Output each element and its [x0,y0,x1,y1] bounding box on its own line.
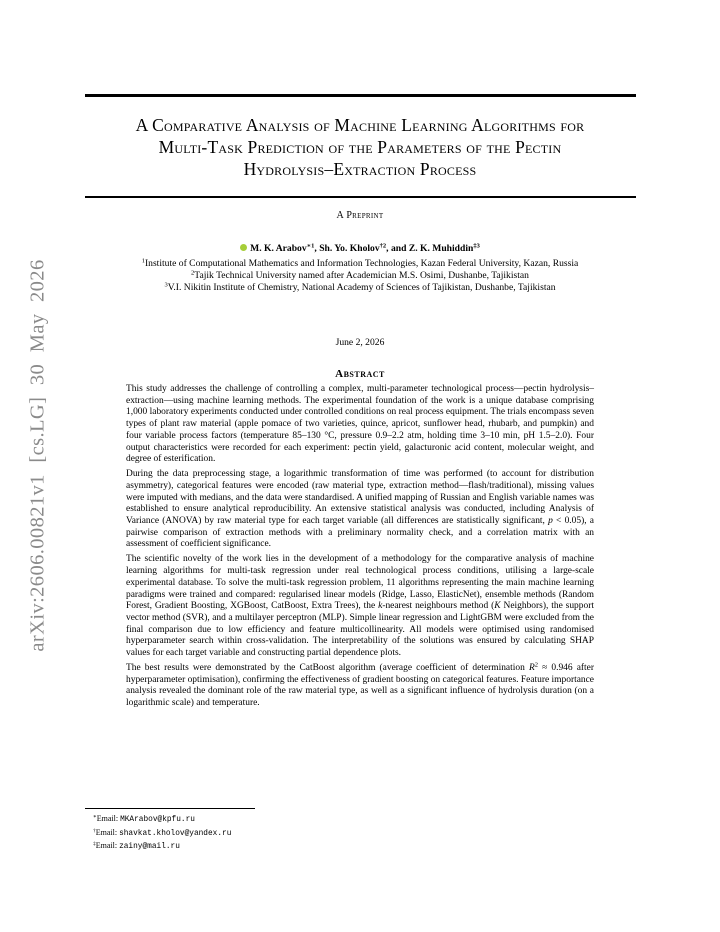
affiliation-1-mark: 1 [141,257,145,265]
paper-title [70,114,650,180]
footnote-3-email[interactable]: zainy@mail.ru [119,843,180,851]
abstract-heading: Abstract [335,368,385,380]
title-line-1: A Comparative Analysis of Machine Learning Algorithms for [135,115,585,135]
r-squared-exponent: 2 [534,661,538,669]
r-squared-symbol: R [528,663,535,674]
author-2: Sh. Yo. Kholov [319,243,380,254]
arxiv-stamp [18,245,58,665]
author-1: M. K. Arabov [250,243,307,254]
author-3: Z. K. Muhiddin [408,243,474,254]
abstract-paragraph-2 [126,469,594,551]
title-bottom-rule [85,196,636,198]
footnotes [93,813,231,854]
footnote-1-mark: ∗ [93,814,97,820]
abstract-paragraph-3 [126,554,594,659]
footnote-2-mark: † [93,827,96,834]
footnote-1 [93,813,231,827]
title-top-rule [85,94,636,97]
abstract-paragraph-1: This study addresses the challenge of controlling a complex, multi-parameter technological process—pectin hydrolysis–extraction—using machine learning methods. The experimental foundation of the work is a unique database comprising 1,000 laboratory experiments conducted under controlled conditions on real process equipment. The trials encompass seven types of plant raw material (apple pomace of two varieties, quince, apricot, sunflower head, rhubarb, and pumpkin) and four variable process factors (temperature 85–130 °C, pressure 0.9–2.2 atm, holding time 3–10 min, pH 1.5–2.0). Four output characteristics were recorded for each experiment: pectin yield, galacturonic acid content, molecular weight, and degree of esterification. [126,384,594,465]
affiliation-3-mark: 3 [164,281,168,289]
abstract-paragraph-4 [126,663,594,710]
abstract-p4-text-b: ≈ 0.946 after hyperparameter optimisation), confirming the effectiveness of gradient boosting on categorical features. Feature importance analysis revealed the dominant role of the raw material type, as well as a significant influence of hydrolysis duration (on a logarithmic scale) and temperature. [126,663,595,709]
author-and: , and [386,243,409,254]
k-symbol: k [378,601,383,612]
footnote-2-label: Email: [95,827,120,837]
abstract-body [126,384,594,713]
orcid-icon[interactable] [240,244,247,251]
footnote-3-label: Email: [95,841,120,850]
affiliation-1 [0,258,720,269]
K-symbol: K [494,601,501,612]
p-value-symbol: p [548,516,553,527]
affiliation-1-text: Institute of Computational Mathematics and Information Technologies, Kazan Federal University, Kazan, Russia [144,258,579,269]
footnote-2 [93,827,231,841]
affiliation-2 [0,270,720,281]
author-3-mark: ‡3 [473,242,480,250]
title-line-3: Hydrolysis–Extraction Process [243,159,477,179]
abstract-p3-text-b: -nearest neighbours method ( [382,601,495,612]
abstract-p3-text-a: The scientific novelty of the work lies in the development of a methodology for the comparative analysis of machine learning algorithms for multi-task regression under real technological process conditions, utilising a large-scale experimental database. To solve the multi-task regression problem, 11 algorithms representing the main machine learning paradigms were trained and compared: regularised linear models (Ridge, Lasso, ElasticNet), ensemble methods (Random Forest, Gradient Boosting, XGBoost, CatBoost, Extra Trees), the [126,554,594,612]
publication-date: June 2, 2026 [335,337,385,348]
abstract-p3-text-c: Neighbors), the support vector method (SVR), and a multilayer perceptron (MLP). Simple linear regression and LightGBM were excluded from the final comparison due to low efficiency and feature multicollinearity. All models were optimised using randomised hyperparameter search within cross-validation. The interpretability of the solutions was ensured by calculating SHAP values for each target variable and constructing partial dependence plots. [126,601,594,659]
author-separator: , [314,243,320,254]
affiliation-2-text: Tajik Technical University named after Academician M.S. Osimi, Dushanbe, Tajikistan [194,270,529,281]
footnote-3-mark: ‡ [93,841,96,847]
author-1-mark: ∗1 [306,242,315,250]
abstract-p2-text-b: < 0.05), a pairwise comparison of extraction methods with a preliminary normality check, and a correlation matrix with an assessment of coefficient significance. [126,516,594,550]
footnote-rule [85,808,255,809]
footnote-2-email[interactable]: shavkat.kholov@yandex.ru [119,829,232,838]
affiliation-2-mark: 2 [191,269,195,277]
preprint-label: A Preprint [336,210,384,221]
affiliation-3-text: V.I. Nikitin Institute of Chemistry, National Academy of Sciences of Tajikistan, Dushanbe, Tajikistan [167,282,556,293]
footnote-1-label: Email: [96,814,121,823]
title-line-2: Multi-Task Prediction of the Parameters of the Pectin [158,137,562,157]
affiliation-3 [0,282,720,293]
author-2-mark: †2 [379,242,387,250]
abstract-p2-text-a: During the data preprocessing stage, a logarithmic transformation of time was performed (to account for distribution asymmetry), categorical features were encoded (raw material type, extraction method—flash/traditional), missing values were imputed with medians, and the data were standardised. A unified mapping of Russian and English variable names was established to ensure analytical reproducibility. An extensive statistical analysis was conducted, including Analysis of Variance (ANOVA) by raw material type for each target variable (all differences are statistically significant, [126,469,594,527]
footnote-1-email[interactable]: MKArabov@kpfu.ru [120,816,195,824]
abstract-p4-text-a: The best results were demonstrated by the CatBoost algorithm (average coefficient of determination [126,663,529,674]
footnote-3 [93,840,231,854]
arxiv-stamp-text: arXiv:2606.00821v1 [cs.LG] 30 May 2026 [26,258,49,652]
author-list [0,243,720,254]
